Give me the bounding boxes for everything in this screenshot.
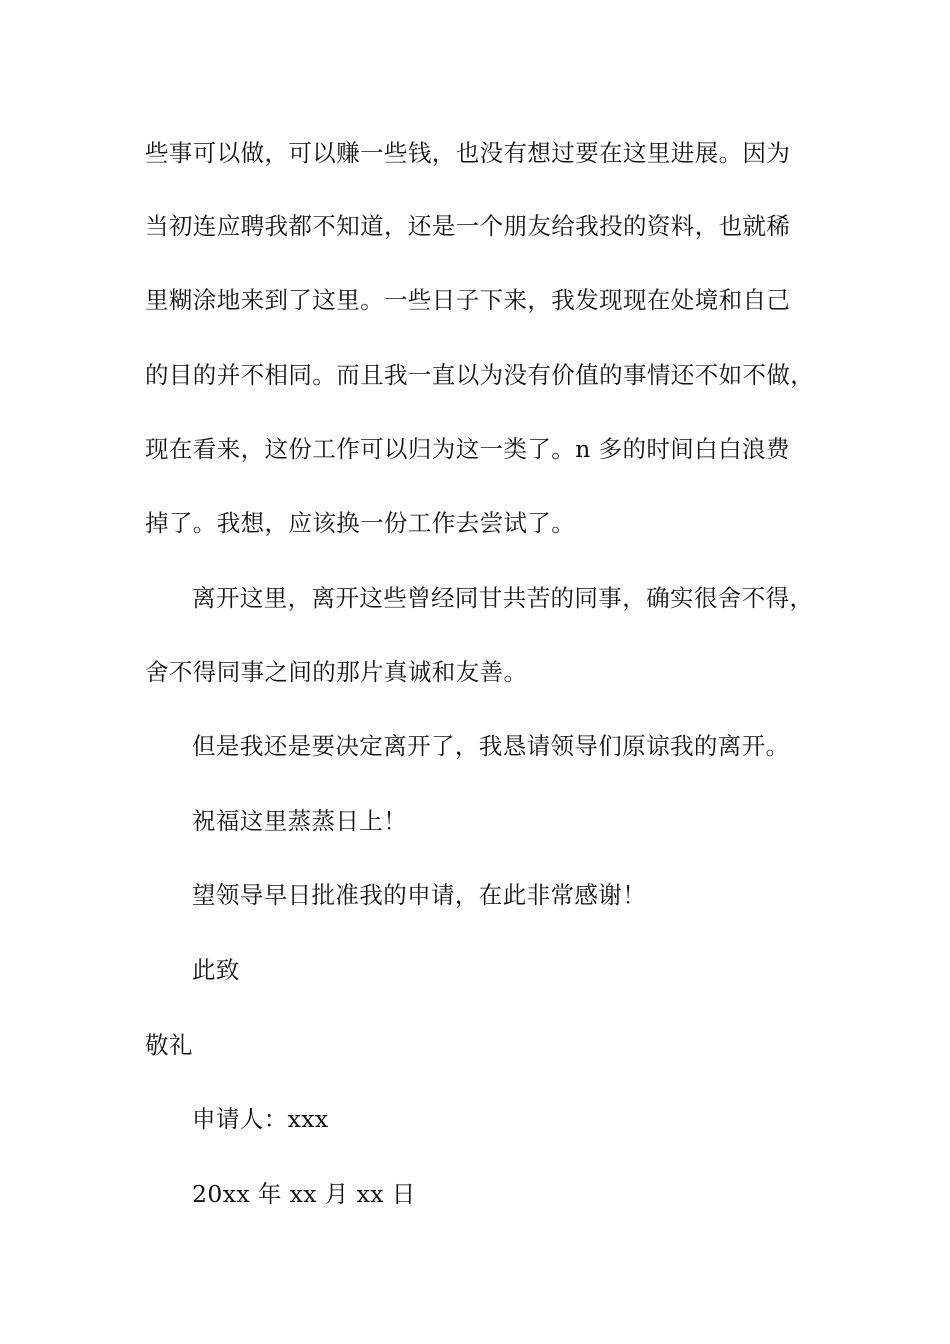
body-line-2: 当初连应聘我都不知道，还是一个朋友给我投的资料，也就稀	[145, 212, 791, 240]
closing-regards: 敬礼	[145, 1031, 193, 1059]
paragraph-2-line-1: 离开这里，离开这些曾经同甘共苦的同事，确实很舍不得，	[192, 584, 814, 612]
body-line-5: 现在看来，这份工作可以归为这一类了。n 多的时间白白浪费	[145, 435, 790, 463]
date-line: 20xx 年 xx 月 xx 日	[192, 1180, 416, 1208]
body-line-6: 掉了。我想，应该换一份工作去尝试了。	[145, 509, 576, 537]
paragraph-3: 但是我还是要决定离开了，我恳请领导们原谅我的离开。	[192, 732, 790, 760]
paragraph-2-line-2: 舍不得同事之间的那片真诚和友善。	[145, 658, 528, 686]
body-line-4: 的目的并不相同。而且我一直以为没有价值的事情还不如不做，	[145, 361, 815, 389]
body-line-3: 里糊涂地来到了这里。一些日子下来，我发现现在处境和自己	[145, 286, 791, 314]
applicant-signature: 申请人：xxx	[192, 1105, 329, 1133]
closing-salutation: 此致	[192, 956, 240, 984]
blessing-line: 祝福这里蒸蒸日上！	[192, 807, 408, 835]
body-line-1: 些事可以做，可以赚一些钱，也没有想过要在这里进展。因为	[145, 139, 791, 167]
request-line: 望领导早日批准我的申请，在此非常感谢！	[192, 881, 647, 909]
